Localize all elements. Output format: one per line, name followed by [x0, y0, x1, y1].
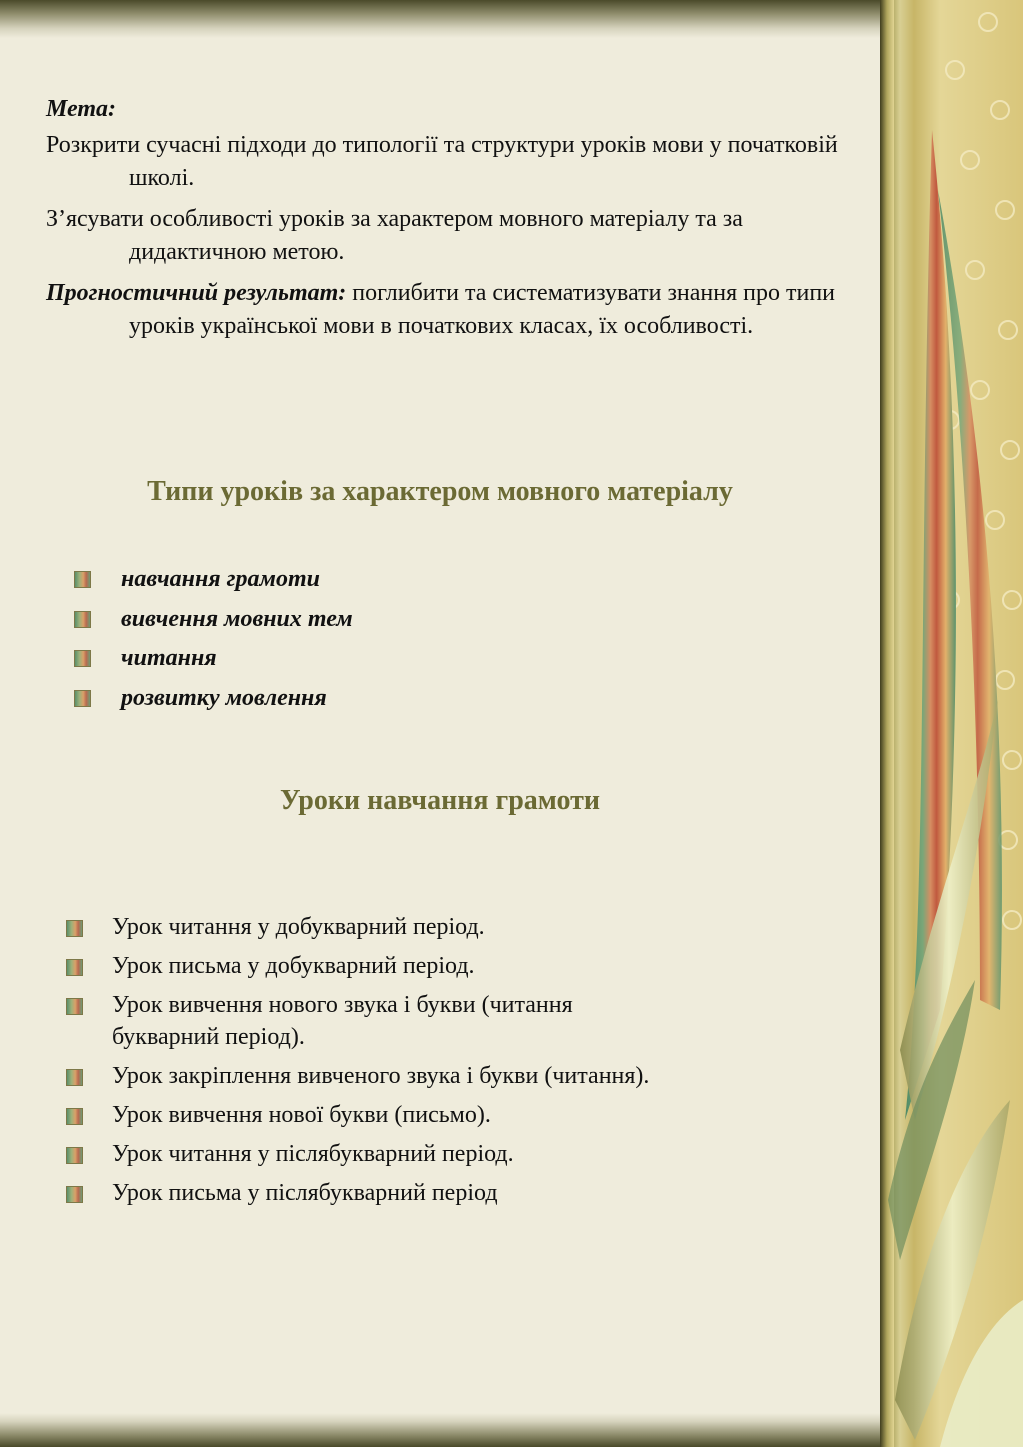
bullet-icon [74, 690, 91, 707]
list-item-text: Урок вивчення нової букви (письмо). [112, 1102, 491, 1128]
list-item-text: Урок письма у післябукварний період [112, 1180, 498, 1206]
list-item [74, 639, 353, 679]
list-item [74, 600, 353, 640]
goal-item: З’ясувати особливості уроків за характером мовного матеріалу та за дидактичною метою. [46, 206, 743, 265]
list-item [66, 1177, 766, 1209]
list-item-text: читання [121, 645, 217, 672]
list-item [66, 950, 766, 982]
bullet-icon [66, 998, 83, 1015]
list-item-text: вивчення мовних тем [121, 605, 353, 632]
forecast-text: поглибити та систематизувати знання про типи уроків української мови в початкових класах, їх особливості. [129, 280, 836, 339]
bullet-icon [66, 1147, 83, 1164]
goal-item: Розкрити сучасні підходи до типології та структури уроків мови у початковій школі. [46, 132, 838, 191]
list-item-text: Урок читання у добукварний період. [112, 914, 485, 940]
goal-label: Мета: [46, 96, 116, 122]
list-item-text: Урок вивчення нового звука і букви (читання букварний період). [112, 992, 573, 1050]
forecast-paragraph [46, 277, 856, 343]
bullet-icon [66, 959, 83, 976]
bullet-icon [66, 1186, 83, 1203]
section2-heading: Уроки навчання грамоти [280, 785, 600, 816]
list-item-text: Урок закріплення вивченого звука і букви (читання). [112, 1063, 650, 1089]
section1-heading: Типи уроків за характером мовного матеріалу [147, 476, 733, 507]
list-item-text: Урок читання у післябукварний період. [112, 1141, 514, 1167]
bullet-icon [66, 920, 83, 937]
list-item [66, 1060, 766, 1092]
list-item-text: навчання грамоти [121, 566, 320, 593]
list-item [74, 679, 353, 719]
list-item [66, 1099, 766, 1131]
list-item [74, 560, 353, 600]
list-item-text: Урок письма у добукварний період. [112, 953, 475, 979]
list-item [66, 1138, 766, 1170]
bullet-icon [66, 1069, 83, 1086]
bullet-icon [74, 650, 91, 667]
bullet-icon [74, 571, 91, 588]
forecast-label: Прогностичний результат: [46, 280, 347, 306]
list-item [66, 911, 766, 943]
literacy-lessons-list [66, 911, 766, 1216]
intro-block [46, 96, 856, 351]
bottom-shadow-band [0, 1413, 880, 1447]
decorative-ribbons [880, 0, 1023, 1447]
decorative-side-panel [880, 0, 1023, 1447]
bullet-icon [74, 611, 91, 628]
list-item-text: розвитку мовлення [121, 684, 327, 711]
top-shadow-band [0, 0, 880, 38]
lesson-types-list [74, 560, 353, 718]
list-item [66, 989, 766, 1053]
bullet-icon [66, 1108, 83, 1125]
